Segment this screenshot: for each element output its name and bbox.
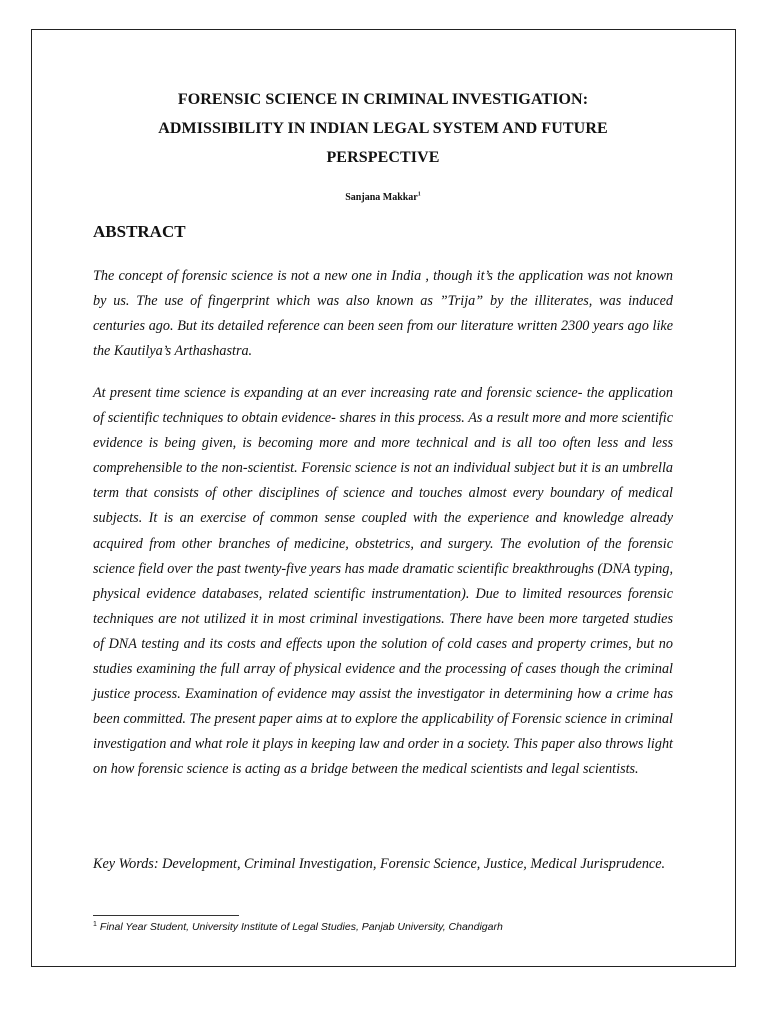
abstract-paragraph-2: At present time science is expanding at an ever increasing rate and forensic science- the application of scientific techniques to obtain evidence- shares in this process. As a result more and more scientific evidence is being given, is becoming more and more technical and is all too often less and less comprehensible to the non-scientist. Forensic science is not an individual subject but it is an umbrella term that consists of other disciplines of science and touches almost every boundary of medical subjects. It is an exercise of common sense coupled with the experience and knowledge already acquired from other branches of medicine, obstetrics, and surgery. The evolution of the forensic science field over the past twenty-five years has made dramatic scientific breakthroughs (DNA typing, physical evidence databases, related scientific instrumentation). Due to limited resources forensic techniques are not utilized it in most criminal investigations. There have been more targeted studies of DNA testing and its costs and effects upon the solution of cold cases and property crimes, but no studies examining the full array of physical evidence and the processing of cases though the criminal justice process. Examination of evidence may assist the investigator in determining how a crime has been committed. The present paper aims at to explore the applicability of Forensic science in criminal investigation and what role it plays in keeping law and order in a society. This paper also throws light on how forensic science is acting as a bridge between the medical scientists and legal scientists. xyxy=(93,385,673,778)
title-line-3: PERSPECTIVE xyxy=(326,149,440,166)
keywords-paragraph: Key Words: Development, Criminal Investigation, Forensic Science, Justice, Medical Jurisprudence. xyxy=(93,856,666,872)
author-footnote-marker: 1 xyxy=(417,191,421,198)
title-line-1: FORENSIC SCIENCE IN CRIMINAL INVESTIGATION: xyxy=(177,91,589,108)
footnote xyxy=(93,920,673,935)
footnote-text: Final Year Student, University Institute of Legal Studies, Panjab University, Chandigarh xyxy=(99,921,503,933)
abstract-heading: ABSTRACT xyxy=(93,222,186,241)
footnote-marker: 1 xyxy=(93,920,97,928)
author-name: Sanjana Makkar xyxy=(345,192,418,203)
title-line-2: ADMISSIBILITY IN INDIAN LEGAL SYSTEM AND FUTURE xyxy=(158,120,608,137)
footnote-divider xyxy=(93,915,239,916)
abstract-paragraph-1: The concept of forensic science is not a new one in India , though it’s the application was not known by us. The use of fingerprint which was also known as ”Trija” by the illiterates, was induced centuries ago. But its detailed reference can been seen from our literature written 2300 years ago like the Kautilya’s Arthashastra. xyxy=(93,268,673,360)
author-line xyxy=(93,191,673,205)
paper-title xyxy=(93,85,673,172)
